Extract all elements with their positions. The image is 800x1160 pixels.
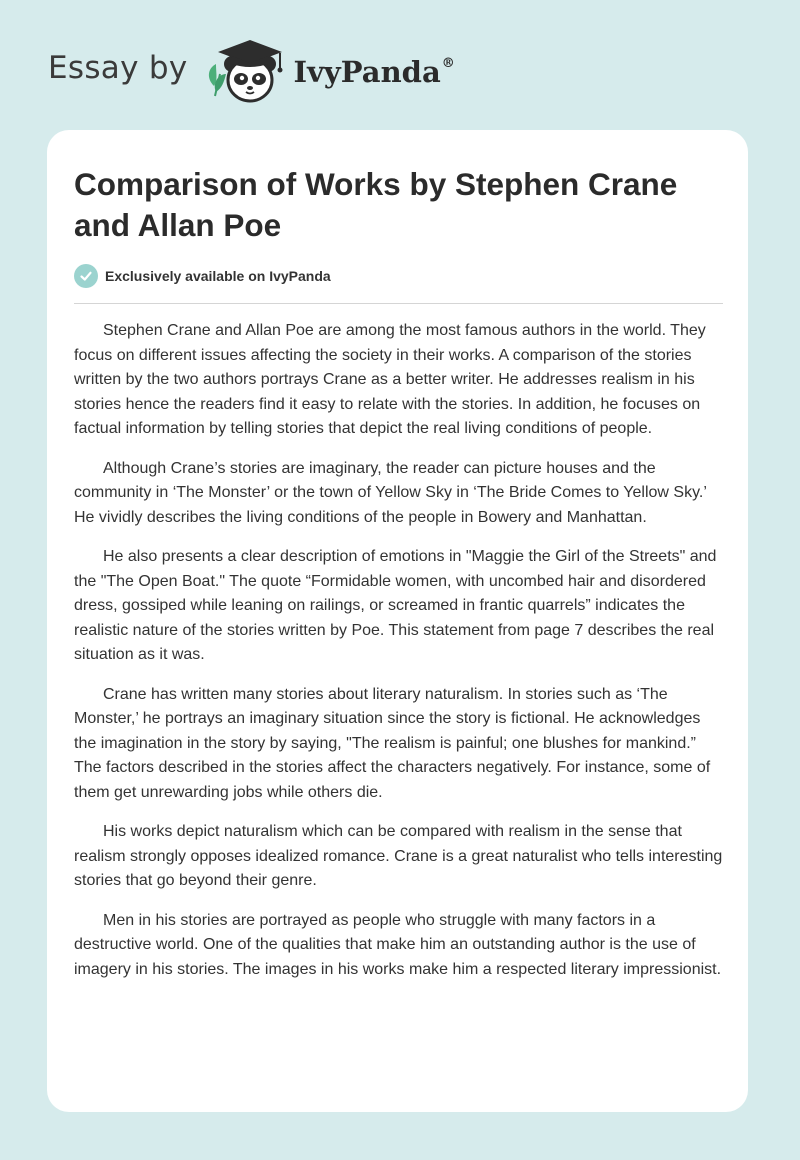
paragraph: His works depict naturalism which can be compared with realism in the sense that realism strongly opposes idealized romance. Crane is a great naturalist who tells interesting stories that go beyond their genre. — [74, 823, 723, 889]
essay-body — [74, 319, 726, 997]
essay-card — [47, 130, 748, 1112]
paragraph: Although Crane’s stories are imaginary, the reader can picture houses and the community in ‘The Monster’ or the town of Yellow Sky in ‘The Bride Comes to Yellow Sky.’ He vividly describes the living conditions of the people in Bowery and Manhattan. — [74, 459, 707, 526]
paragraph: Men in his stories are portrayed as people who struggle with many factors in a destructive world. One of the qualities that make him an outstanding author is the use of imagery in his stories. The images in his works make him a respected literary impressionist. — [74, 911, 722, 978]
badge-text: Exclusively available on IvyPanda — [105, 268, 331, 284]
paragraph: Stephen Crane and Allan Poe are among the most famous authors in the world. They focus on different issues affecting the society in their works. A comparison of the stories written by the two authors portrays Crane as a better writer. He addresses realism in his stories hence the readers find it easy to relate with the stories. In addition, he focuses on factual information by telling stories that depict the real living conditions of people. — [74, 322, 706, 437]
exclusive-badge — [74, 264, 331, 288]
brand-name: IvyPanda® — [293, 55, 455, 89]
check-circle-icon — [74, 264, 98, 288]
paragraph: Crane has written many stories about literary naturalism. In stories such as ‘The Monster,’ he portrays an imaginary situation since the story is fictional. He acknowledges the imagination in the story by saying, "The realism is painful; one blushes for mankind.” The factors described in the stories affect the characters negatively. For instance, some of them get unrewarding jobs while others die. — [74, 685, 711, 801]
paragraph: He also presents a clear description of emotions in "Maggie the Girl of the Streets" and the "The Open Boat." The quote “Formidable women, with uncombed hair and disordered dress, gossiped while leaning on railings, or screamed in frantic quarrels” indicates the realistic nature of the stories written by Poe. This statement from page 7 describes the real situation as it was. — [74, 548, 717, 663]
brand-prefix: Essay by — [48, 50, 188, 86]
site-logo[interactable] — [48, 34, 455, 106]
panda-graduate-icon — [202, 34, 288, 106]
trademark-symbol: ® — [441, 56, 455, 72]
page-title: Comparison of Works by Stephen Crane and Allan Poe — [74, 166, 678, 243]
divider — [74, 303, 723, 304]
